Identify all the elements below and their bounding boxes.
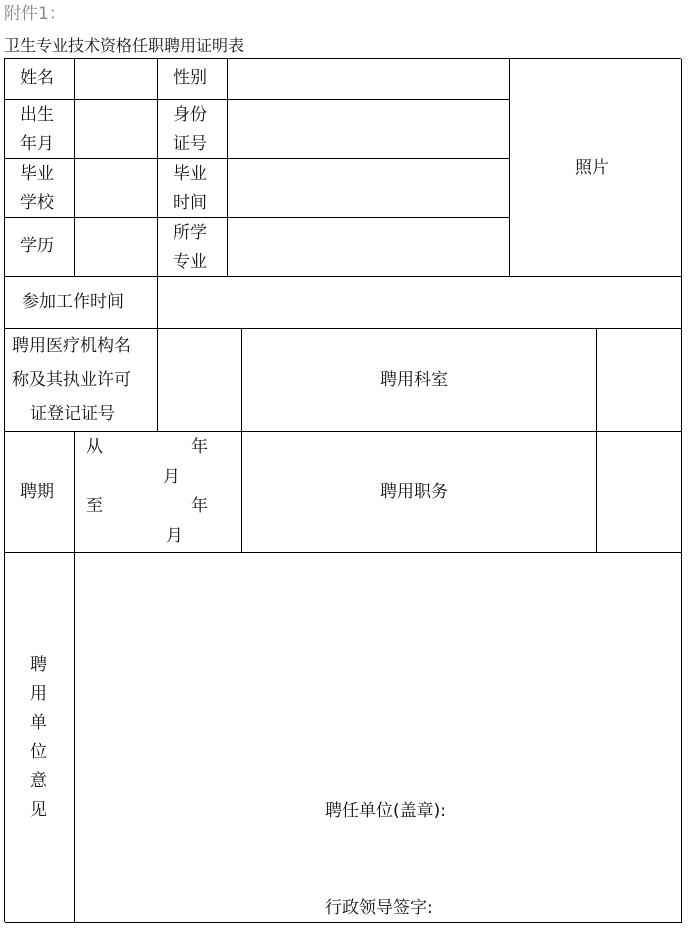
cell-education-value[interactable] <box>75 218 158 277</box>
label-from-month: 月 <box>163 467 180 487</box>
label-gender: 性别 <box>173 68 207 88</box>
label-id-2: 证号 <box>173 134 207 154</box>
label-opinion-1: 聘 <box>30 655 47 675</box>
label-birth-2: 年月 <box>20 134 54 154</box>
label-from-year: 年 <box>191 437 208 457</box>
label-institution-3: 证登记证号 <box>30 404 115 424</box>
label-seal: 聘任单位(盖章): <box>325 801 446 821</box>
form-title: 卫生专业技术资格任职聘用证明表 <box>4 36 245 55</box>
cell-institution-value[interactable] <box>158 329 242 432</box>
label-institution-1: 聘用医疗机构名 <box>12 336 131 356</box>
form-table <box>4 58 681 922</box>
label-major-1: 所学 <box>173 223 207 243</box>
label-opinion-6: 见 <box>30 800 47 820</box>
cell-major-value[interactable] <box>228 218 510 277</box>
label-opinion-2: 用 <box>30 684 47 704</box>
label-from: 从 <box>86 437 103 457</box>
label-school-1: 毕业 <box>20 164 54 184</box>
label-opinion-5: 意 <box>30 771 47 791</box>
cell-grad-value[interactable] <box>228 159 510 218</box>
label-education: 学历 <box>20 236 54 256</box>
cell-work-start-value[interactable] <box>158 277 682 329</box>
label-major-2: 专业 <box>173 252 207 272</box>
label-work-start: 参加工作时间 <box>22 292 124 312</box>
label-birth-1: 出生 <box>20 105 54 125</box>
cell-position-value[interactable] <box>597 432 682 553</box>
label-department: 聘用科室 <box>380 370 448 390</box>
label-to: 至 <box>86 496 103 516</box>
label-to-month: 月 <box>166 526 183 546</box>
label-institution-2: 称及其执业许可 <box>12 370 131 390</box>
label-term: 聘期 <box>20 482 54 502</box>
cell-birth-value[interactable] <box>75 100 158 159</box>
label-to-year: 年 <box>191 496 208 516</box>
label-grad-2: 时间 <box>173 193 207 213</box>
attachment-label: 附件1： <box>4 4 66 24</box>
label-grad-1: 毕业 <box>173 164 207 184</box>
label-opinion-4: 位 <box>30 742 47 762</box>
cell-school-value[interactable] <box>75 159 158 218</box>
label-id-1: 身份 <box>173 105 207 125</box>
label-school-2: 学校 <box>20 193 54 213</box>
label-name: 姓名 <box>20 68 54 88</box>
cell-gender-value[interactable] <box>228 59 510 100</box>
label-signature: 行政领导签字: <box>325 898 433 918</box>
cell-id-value[interactable] <box>228 100 510 159</box>
cell-name-value[interactable] <box>75 59 158 100</box>
cell-department-value[interactable] <box>597 329 682 432</box>
label-photo: 照片 <box>575 158 609 178</box>
cell-opinion-value[interactable] <box>75 553 682 923</box>
label-position: 聘用职务 <box>380 482 448 502</box>
label-opinion-3: 单 <box>30 713 47 733</box>
